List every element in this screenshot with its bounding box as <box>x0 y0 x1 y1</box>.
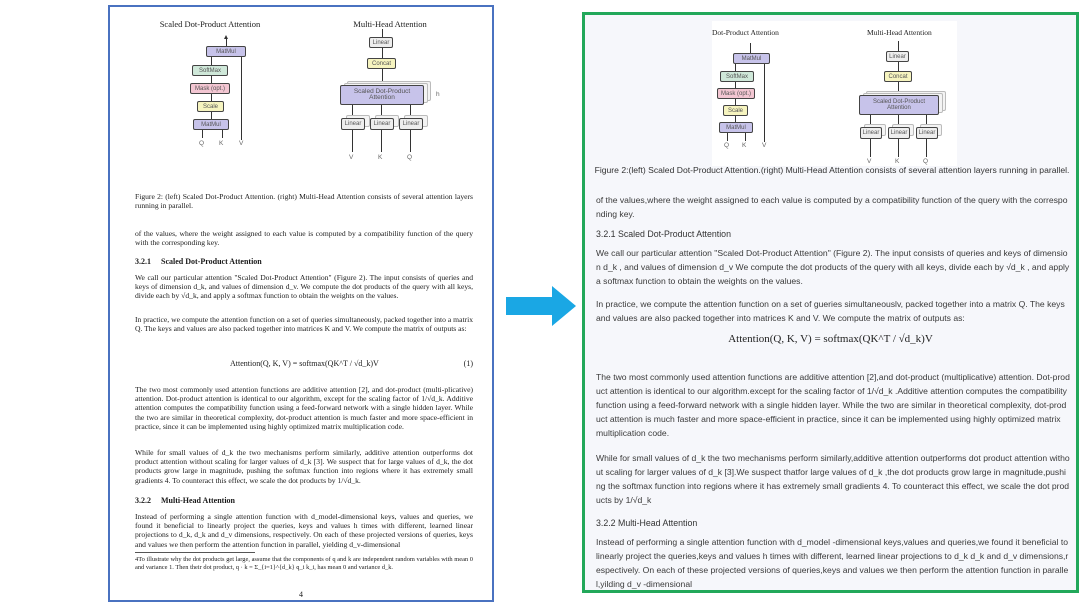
sdpa-block-line1: Scaled Dot-Product <box>353 87 411 95</box>
sdpa-block <box>340 85 424 105</box>
paragraph-values: of the values,where the weight assigned to each value is computed by a compatibility function of the query with the corresponding key. <box>596 195 1068 219</box>
sdpa-figure-title: Dot-Product Attention <box>712 28 779 37</box>
figure-caption: Figure 2:(left) Scaled Dot-Product Attention.(right) Multi-Head Attention consists of several attention layers running in parallel. <box>594 165 1070 175</box>
v-input-label: V <box>762 142 767 149</box>
linear-block-top: Linear <box>369 37 393 48</box>
figure-image <box>712 21 957 166</box>
scale-block: Scale <box>723 105 748 116</box>
matmul-block-top: MatMul <box>206 46 246 57</box>
h-label: h <box>436 91 440 98</box>
mha-figure-title: Multi-Head Attention <box>867 28 932 37</box>
mha-figure-title: Multi-Head Attention <box>353 19 427 29</box>
v-input-label: V <box>239 140 244 147</box>
concat-block: Concat <box>367 58 396 69</box>
v-input-label: V <box>867 158 872 165</box>
linear-block-v: Linear <box>341 118 365 130</box>
arrow-right-icon <box>506 286 576 326</box>
equation-number: (1) <box>463 359 473 368</box>
k-input-label: K <box>742 142 747 149</box>
k-input-label: K <box>895 158 900 165</box>
page-number: 4 <box>299 590 303 599</box>
figure-caption: Figure 2: (left) Scaled Dot-Product Attention. (right) Multi-Head Attention consists of several attention layers running in parallel. <box>135 192 473 211</box>
softmax-block: SoftMax <box>192 65 228 76</box>
mask-block: Mask (opt.) <box>717 88 755 99</box>
equation-1: Attention(Q, K, V) = softmax(QK^T / √d_k)V <box>728 333 933 345</box>
converted-markdown-view <box>582 12 1079 593</box>
paragraph-321-c: The two most commonly used attention functions are additive attention [2], and dot-product (multi-plicative) attention. Dot-product attention is identical to our algorithm, except for the scaling factor of 1/√d_k. Additive attention computes the compatibility function using a feed-forward network with a single hidden layer. While the two are similar in theoretical complexity, dot-product attention is much faster and more space-efficient in practice, since it can be implemented using highly optimized matrix multiplication code. <box>135 385 473 431</box>
q-input-label: Q <box>199 140 205 147</box>
paragraph-321-a: We call our particular attention "Scaled Dot-Product Attention" (Figure 2). The input consists of queries and keys of dimension d_k , and values of dimension d_v We compute the dot products of the query with all keys, divide each by √d_k , and apply a softmax function to obtain the weights on the values. <box>596 248 1070 286</box>
section-heading-322: 3.2.2 Multi-Head Attention <box>596 518 698 528</box>
sdpa-block-line1: Scaled Dot-Product <box>872 99 926 105</box>
softmax-block: SoftMax <box>720 71 754 82</box>
paragraph-321-d: While for small values of d_k the two mechanisms perform similarly, additive attention outperforms dot product attention without scaling for larger values of d_k [3]. We suspect that for large values of d_k, the dot products grow large in magnitude, pushing the softmax function into regions where it has extremely small gradients 4. To counteract this effect, we scale the dot products by 1/√d_k. <box>135 448 473 485</box>
paragraph-321-d: While for small values of d_k the two mechanisms perform similarly,additive attention outperforms dot product attention without scaling for larger values of d_k [3].We suspect thatfor large values of d_k ,the dot products grow large in magnitude,pushing the softmax function into regions where it has extremely small gradients 4. To counteract this effect, we scale the dot products by 1/√d_k <box>596 453 1070 505</box>
section-number: 3.2.2 <box>135 496 151 505</box>
linear-block-v: Linear <box>860 127 882 139</box>
paragraph-322: Instead of performing a single attention function with d_model -dimensional keys,values and queries,we found it beneficial to linearly project the queries,keys and values h times with different, learned linear projections to d_k d_k and d_v dimensions,respectively. On each of these projected versions of queries,keys and values we then perform the attention function in parallel,yilding d_v -dimensional <box>596 537 1069 589</box>
paragraph-322: Instead of performing a single attention function with d_model-dimensional keys, values and queries, we found it beneficial to linearly project the queries, keys and values h times with different, learned linear projections to d_k, d_k and d_v dimensions, respectively. On each of these projected versions of queries, keys and values we then perform the attention function in parallel, yielding d_v-dimensional <box>135 512 473 549</box>
q-input-label: Q <box>923 158 929 165</box>
matmul-block-top: MatMul <box>733 53 770 64</box>
matmul-block-bottom: MatMul <box>193 119 229 130</box>
linear-block-top: Linear <box>886 51 909 62</box>
paragraph-321-c: The two most commonly used attention functions are additive attention [2],and dot-product (multiplicative) attention. Dot-product attention is identical to our algorithm.except for the scaling factor of 1/√d_k .Additive attention computes the compatibility function using a feed-forward network with a single hidden layer. While the two are similar in theoretical complexity, dot-product attention is much faster and more space-efficient in practice, since it can be implemented using highly optimized matrix multiplication code. <box>596 372 1070 438</box>
sdpa-block-line2: Attention <box>369 94 395 101</box>
section-heading-322 <box>135 496 235 505</box>
section-title: Multi-Head Attention <box>161 496 235 505</box>
section-number: 3.2.1 <box>135 257 151 266</box>
scale-block: Scale <box>197 101 224 112</box>
matmul-block-bottom: MatMul <box>719 122 753 133</box>
sdpa-block-line2: Attention <box>887 105 911 111</box>
section-title: Scaled Dot-Product Attention <box>161 257 262 266</box>
linear-block-k: Linear <box>888 127 910 139</box>
k-input-label: K <box>219 140 224 147</box>
q-input-label: Q <box>407 154 413 161</box>
mask-block: Mask (opt.) <box>190 83 230 94</box>
q-input-label: Q <box>724 142 730 149</box>
linear-block-k: Linear <box>370 118 394 130</box>
paragraph-321-a: We call our particular attention "Scaled Dot-Product Attention" (Figure 2). The input consists of queries and keys of dimension d_k, and values of dimension d_v. We compute the dot products of the query with all keys, divide each by √d_k, and apply a softmax function to obtain the weights on the values. <box>135 273 473 301</box>
section-heading-321: 3.2.1 Scaled Dot-Product Attention <box>596 229 731 239</box>
v-input-label: V <box>349 154 354 161</box>
concat-block: Concat <box>884 71 912 82</box>
paragraph-321-b: In practice, we compute the attention function on a set of queries simultaneously, packed together into a matrix Q. The keys and values are also packed together into matrices K and V. We compute the matrix of outputs as: <box>135 315 473 334</box>
linear-block-q: Linear <box>916 127 938 139</box>
paragraph-321-b: In practice, we compute the attention function on a set of gueries simultaneouslv, packed together into a matrix Q. The keys and values are also packed together into matrices K and V. We compute the matrix of outputs as: <box>596 299 1065 323</box>
footnote-4: 4To illustrate why the dot products get large, assume that the components of q and k are independent random variables with mean 0 and variance 1. Then their dot product, q · k = Σ_{i=1}^{d_k} q_i k_i, has mean 0 and variance d_k. <box>135 556 473 571</box>
linear-block-q: Linear <box>399 118 423 130</box>
equation-body: Attention(Q, K, V) = softmax(QK^T / √d_k)V <box>230 359 379 368</box>
sdpa-block <box>859 95 939 115</box>
paragraph-values: of the values, where the weight assigned to each value is computed by a compatibility function of the query with the corresponding key. <box>135 229 473 248</box>
footnote-divider <box>135 552 255 553</box>
k-input-label: K <box>378 154 383 161</box>
section-heading-321 <box>135 257 262 266</box>
original-pdf-page <box>108 5 494 602</box>
sdpa-figure-title: Scaled Dot-Product Attention <box>159 19 261 29</box>
